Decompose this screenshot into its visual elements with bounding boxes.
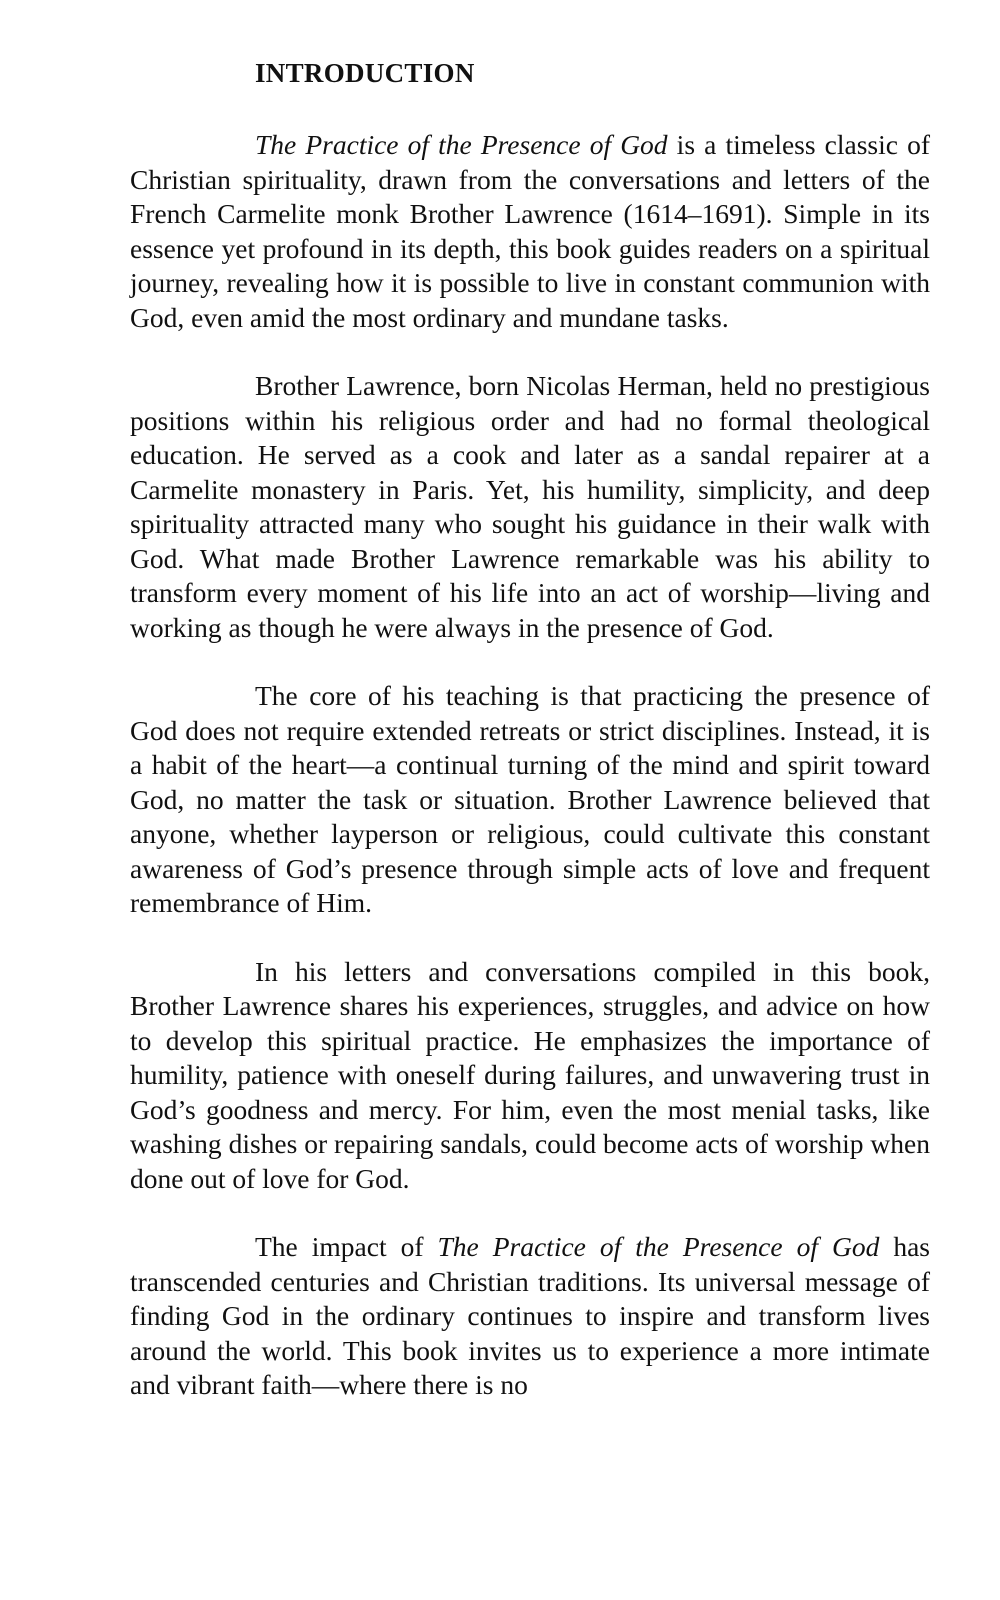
book-title-italic: The Practice of the Presence of God xyxy=(437,1231,880,1262)
paragraph-1 xyxy=(130,128,930,335)
book-title-italic: The Practice of the Presence of God xyxy=(255,129,668,160)
paragraph-text: The core of his teaching is that practicing the presence of God does not require extended retreats or strict disciplines. Instead, it is a habit of the heart—a continual turning of the mind and spirit toward God, no matter the task or situation. Brother Lawrence believed that anyone, whether layperson or religious, could cultivate this constant awareness of God’s presence through simple acts of love and frequent remembrance of Him. xyxy=(130,680,930,918)
paragraph-text: The impact of xyxy=(255,1231,438,1262)
paragraph-4 xyxy=(130,955,930,1197)
paragraph-5 xyxy=(130,1230,930,1403)
paragraph-2 xyxy=(130,369,930,645)
paragraph-3 xyxy=(130,679,930,921)
document-page xyxy=(130,0,930,1600)
paragraph-text: In his letters and conversations compiled in this book, Brother Lawrence shares his experiences, struggles, and advice on how to develop this spiritual practice. He emphasizes the importance of humility, patience with oneself during failures, and unwavering trust in God’s goodness and mercy. For him, even the most menial tasks, like washing dishes or repairing sandals, could become acts of worship when done out of love for God. xyxy=(130,955,930,1194)
paragraph-text: has transcended centuries and Christian traditions. Its universal message of finding God in the ordinary continues to inspire and transform lives around the world. This book invites us to experience a more intimate and vibrant faith—where there is no xyxy=(130,1231,930,1400)
paragraph-text: is a timeless classic of Christian spirituality, drawn from the conversations and letters of the French Carmelite monk Brother Lawrence (1614–1691). Simple in its essence yet profound in its depth, this book guides readers on a spiritual journey, revealing how it is possible to live in constant communion with God, even amid the most ordinary and mundane tasks. xyxy=(130,129,931,333)
body-text xyxy=(130,128,930,1437)
paragraph-text: Brother Lawrence, born Nicolas Herman, held no prestigious positions within his religious order and had no formal theological education. He served as a cook and later as a sandal repairer at a Carmelite monastery in Paris. Yet, his humility, simplicity, and deep spirituality attracted many who sought his guidance in their walk with God. What made Brother Lawrence remarkable was his ability to transform every moment of his life into an act of worship—living and working as though he were always in the presence of God. xyxy=(130,370,930,643)
page-title: INTRODUCTION xyxy=(255,58,475,88)
